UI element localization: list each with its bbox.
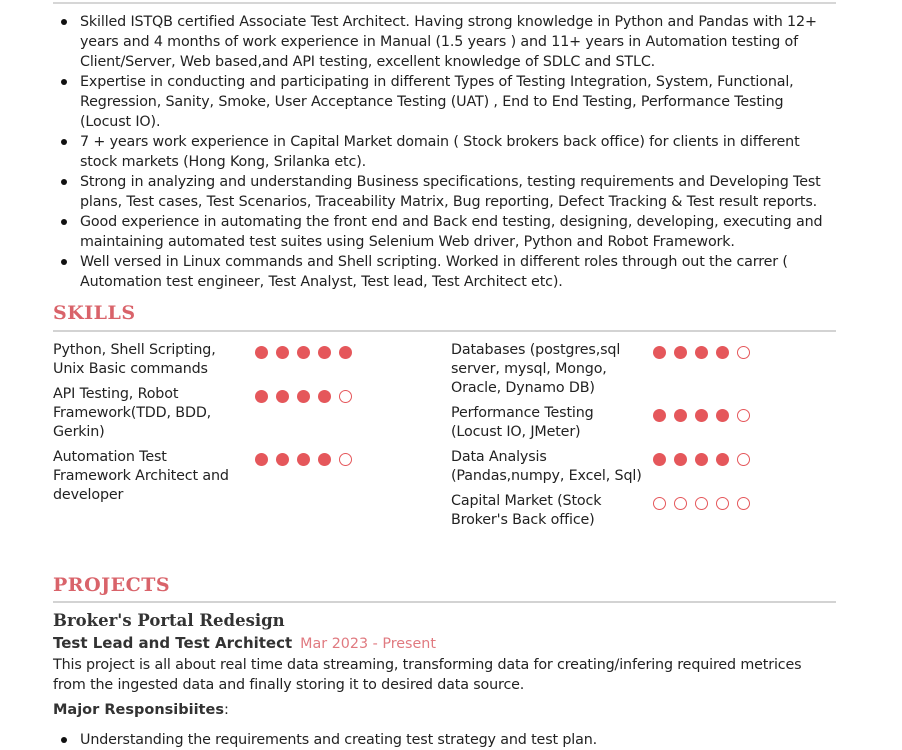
summary-list xyxy=(53,12,836,292)
rating-dot-filled-icon xyxy=(339,346,352,359)
top-divider xyxy=(53,2,836,4)
rating-dot-filled-icon xyxy=(716,453,729,466)
skill-row xyxy=(451,341,811,398)
rating-dot-empty-icon xyxy=(737,497,750,510)
responsibilities-label: Major Responsibiites: xyxy=(53,702,229,718)
rating-dot-filled-icon xyxy=(318,346,331,359)
rating-dot-filled-icon xyxy=(695,346,708,359)
rating-dot-filled-icon xyxy=(276,346,289,359)
responsibilities-list xyxy=(53,730,836,750)
rating-dot-empty-icon xyxy=(737,453,750,466)
skill-row xyxy=(53,385,413,442)
skill-name: Data Analysis (Pandas,numpy, Excel, Sql) xyxy=(451,449,642,484)
skill-name: Capital Market (Stock Broker's Back office) xyxy=(451,493,602,528)
rating-dot-filled-icon xyxy=(674,409,687,422)
rating-dot-empty-icon xyxy=(653,497,666,510)
rating-dot-filled-icon xyxy=(716,409,729,422)
rating-dot-empty-icon xyxy=(737,409,750,422)
skill-row xyxy=(53,341,413,379)
rating-dot-empty-icon xyxy=(716,497,729,510)
skill-rating xyxy=(255,341,352,359)
skill-name: Databases (postgres,sql server, mysql, Mongo, Oracle, Dynamo DB) xyxy=(451,342,621,396)
rating-dot-filled-icon xyxy=(255,453,268,466)
rating-dot-filled-icon xyxy=(318,390,331,403)
rating-dot-empty-icon xyxy=(674,497,687,510)
skill-rating xyxy=(653,448,750,466)
skills-column-right xyxy=(451,341,811,536)
skill-row xyxy=(451,404,811,442)
rating-dot-filled-icon xyxy=(716,346,729,359)
rating-dot-filled-icon xyxy=(255,346,268,359)
skill-name: Performance Testing (Locust IO, JMeter) xyxy=(451,405,594,440)
rating-dot-filled-icon xyxy=(653,409,666,422)
projects-heading: PROJECTS xyxy=(53,574,171,596)
project-date: Mar 2023 - Present xyxy=(300,636,436,652)
summary-bullet: Strong in analyzing and understanding Business specifications, testing requirements and Developing Test plans, Test cases, Test Scenarios, Traceability Matrix, Bug reporting, Defect Tracking & Test result reports. xyxy=(53,172,836,212)
project-role: Test Lead and Test Architect xyxy=(53,634,293,652)
skills-divider xyxy=(53,330,836,332)
rating-dot-filled-icon xyxy=(653,453,666,466)
rating-dot-empty-icon xyxy=(339,453,352,466)
rating-dot-filled-icon xyxy=(297,453,310,466)
skill-rating xyxy=(255,385,352,403)
skill-rating xyxy=(653,404,750,422)
rating-dot-filled-icon xyxy=(653,346,666,359)
summary-bullet: Good experience in automating the front end and Back end testing, designing, developing, executing and maintaining automated test suites using Selenium Web driver, Python and Robot Framework. xyxy=(53,212,836,252)
skill-rating xyxy=(255,448,352,466)
skill-name: Python, Shell Scripting, Unix Basic commands xyxy=(53,342,216,377)
skills-heading: SKILLS xyxy=(53,302,136,324)
responsibility-bullet: Understanding the requirements and creating test strategy and test plan. xyxy=(53,730,836,750)
summary-bullet: Well versed in Linux commands and Shell scripting. Worked in different roles through out the carrer ( Automation test engineer, Test Analyst, Test lead, Test Architect etc). xyxy=(53,252,836,292)
skill-name: Automation Test Framework Architect and developer xyxy=(53,449,229,503)
summary-bullet: Expertise in conducting and participating in different Types of Testing Integration, System, Functional, Regression, Sanity, Smoke, User Acceptance Testing (UAT) , End to End Testing, Performance Testing (Locust IO). xyxy=(53,72,836,132)
rating-dot-filled-icon xyxy=(674,453,687,466)
summary-bullet: Skilled ISTQB certified Associate Test Architect. Having strong knowledge in Python and Pandas with 12+ years and 4 months of work experience in Manual (1.5 years ) and 11+ years in Automation testing of Client/Server, Web based,and API testing, excellent knowledge of SDLC and STLC. xyxy=(53,12,836,72)
skills-column-left xyxy=(53,341,413,511)
rating-dot-filled-icon xyxy=(695,409,708,422)
rating-dot-filled-icon xyxy=(318,453,331,466)
projects-divider xyxy=(53,601,836,603)
skill-row xyxy=(451,448,811,486)
rating-dot-filled-icon xyxy=(276,453,289,466)
project-description: This project is all about real time data streaming, transforming data for creating/infering required metrices from the ingested data and finally storing it to desired data source. xyxy=(53,657,802,693)
skill-row xyxy=(451,492,811,530)
rating-dot-filled-icon xyxy=(674,346,687,359)
skill-rating xyxy=(653,341,750,359)
skill-name: API Testing, Robot Framework(TDD, BDD, Gerkin) xyxy=(53,386,212,440)
rating-dot-empty-icon xyxy=(339,390,352,403)
rating-dot-filled-icon xyxy=(297,390,310,403)
project-title: Broker's Portal Redesign xyxy=(53,611,285,630)
skill-row xyxy=(53,448,413,505)
rating-dot-filled-icon xyxy=(276,390,289,403)
rating-dot-filled-icon xyxy=(297,346,310,359)
skill-rating xyxy=(653,492,750,510)
summary-bullet: 7 + years work experience in Capital Market domain ( Stock brokers back office) for clients in different stock markets (Hong Kong, Srilanka etc). xyxy=(53,132,836,172)
rating-dot-filled-icon xyxy=(695,453,708,466)
project-role-line xyxy=(53,634,436,652)
rating-dot-empty-icon xyxy=(695,497,708,510)
rating-dot-filled-icon xyxy=(255,390,268,403)
rating-dot-empty-icon xyxy=(737,346,750,359)
